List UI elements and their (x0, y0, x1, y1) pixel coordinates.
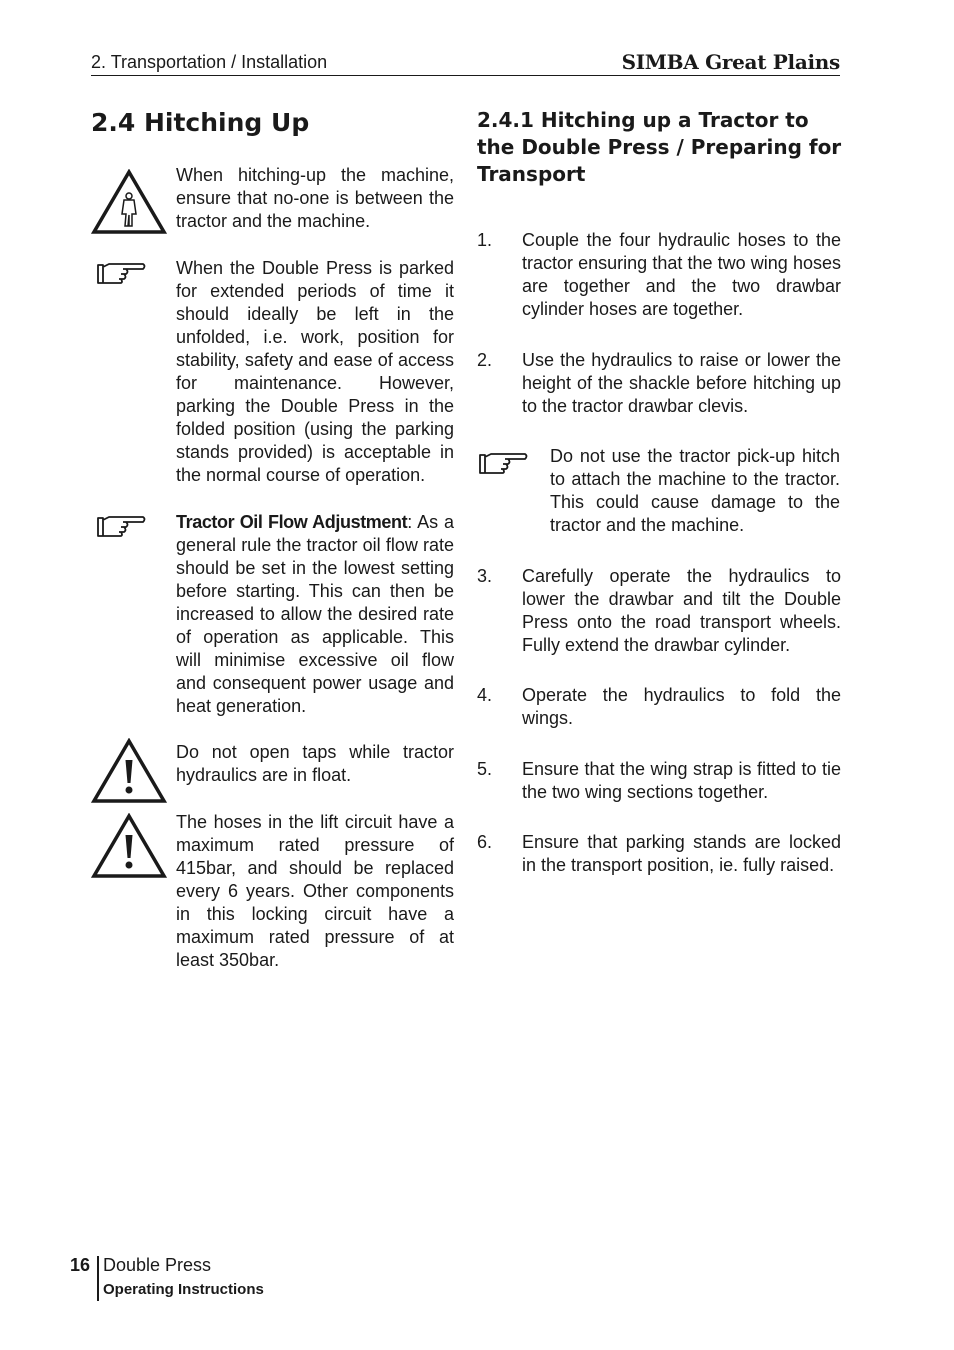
oil-flow-colon: : (407, 512, 413, 532)
oil-flow-text: As a general rule the tractor oil flow rate should be set in the lowest setting before starting. This can then be increased to allow the desired rate of operation as applicable. This will minimise excessive oil flow and consequent power usage and heat generation. (176, 512, 454, 716)
step-text: Ensure that parking stands are locked in the transport position, ie. fully raised. (522, 832, 841, 875)
step-number: 5. (477, 759, 493, 779)
step-text: Carefully operate the hydraulics to lower the drawbar and tilt the Double Press onto the road transport wheels. Fully extend the drawbar cylinder. (522, 566, 841, 655)
footer-divider (97, 1256, 99, 1301)
pointing-hand-icon (95, 259, 147, 287)
footer-document-title: Double Press (103, 1255, 212, 1275)
pointing-hand-icon (95, 512, 147, 540)
header-divider (91, 75, 840, 76)
step-number: 1. (477, 230, 493, 250)
exclamation-warning-icon (91, 738, 167, 804)
oil-flow-title: Tractor Oil Flow Adjustment (176, 512, 408, 532)
step-text: Operate the hydraulics to fold the wings. (522, 685, 841, 728)
exclamation-warning-icon (91, 813, 167, 879)
footer-document-subtitle: Operating Instructions (103, 1281, 264, 1298)
subsection-heading: 2.4.1 Hitching up a Tractor to the Double Press / Preparing for Transport (477, 108, 842, 186)
step-number: 2. (477, 350, 493, 370)
hoses-warning-text: The hoses in the lift circuit have a maximum rated pressure of 415bar, and should be replaced every 6 years. Other components in this locking circuit have a maximum rated pressure of at least 350bar. (176, 812, 454, 970)
person-warning-text: When hitching-up the machine, ensure that no-one is between the tractor and the machine. (176, 165, 454, 231)
step-number: 6. (477, 832, 493, 852)
section-heading: 2.4 Hitching Up (91, 108, 310, 137)
step-text: Ensure that the wing strap is fitted to tie the two wing sections together. (522, 759, 841, 802)
step-text: Couple the four hydraulic hoses to the tractor ensuring that the two wing hoses are together and the two drawbar cylinder hoses are together. (522, 230, 841, 319)
pointing-hand-icon (477, 449, 529, 477)
step-number: 4. (477, 685, 493, 705)
parking-note-text: When the Double Press is parked for extended periods of time it should ideally be left in the unfolded, i.e. work, position for stability, safety and ease of access for maintenance. However, parking the Double Press in the folded position (using the parking stands provided) is acceptable in the normal course of operation. (176, 258, 454, 485)
pickup-hitch-note: Do not use the tractor pick-up hitch to attach the machine to the tractor. This could cause damage to the tractor and the machine. (550, 446, 840, 535)
step-text: Use the hydraulics to raise or lower the height of the shackle before hitching up to the tractor drawbar clevis. (522, 350, 841, 416)
step-number: 3. (477, 566, 493, 586)
running-header-section: 2. Transportation / Installation (91, 52, 328, 72)
brand-logo-text: SIMBA Great Plains (621, 50, 840, 74)
page-number: 16 (70, 1255, 91, 1275)
taps-warning-text: Do not open taps while tractor hydraulics are in float. (176, 742, 454, 785)
oil-flow-note (176, 511, 454, 718)
person-warning-icon (91, 169, 167, 235)
